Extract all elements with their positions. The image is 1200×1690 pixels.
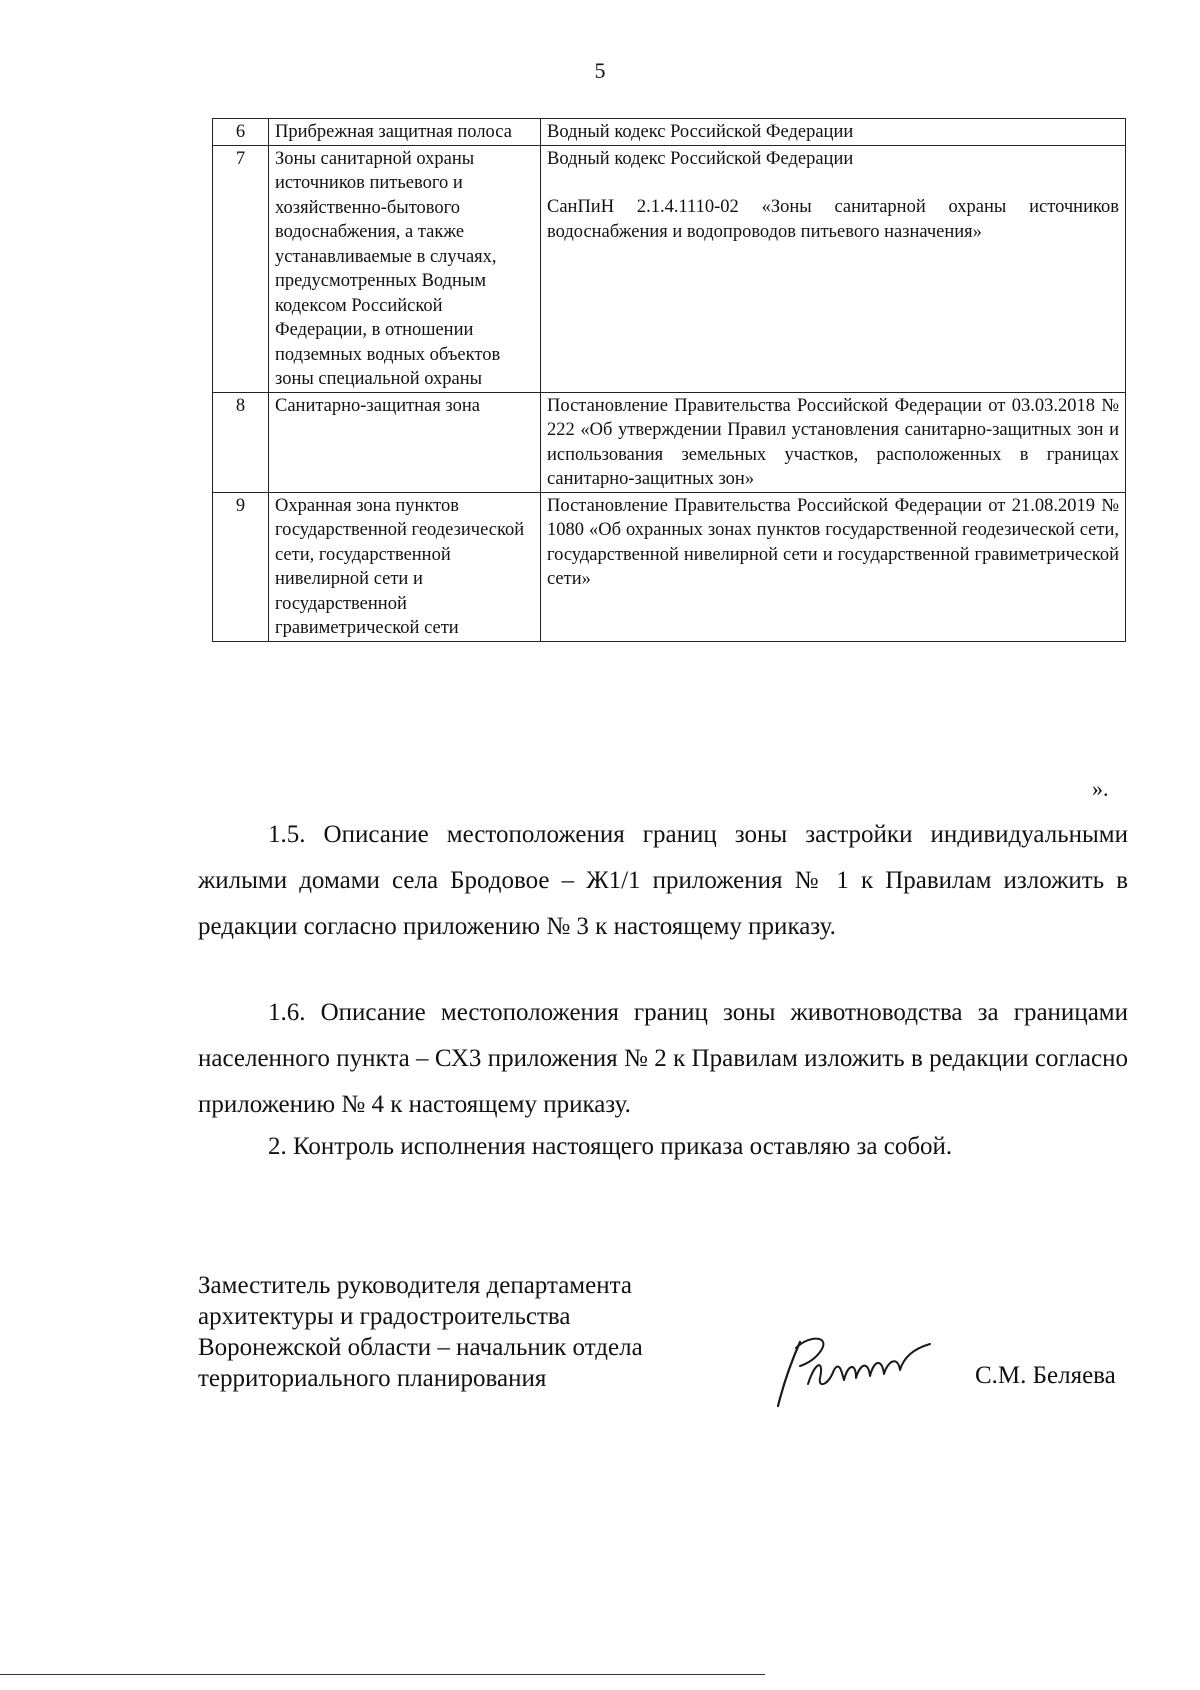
zones-table [212, 118, 1126, 642]
zone-name: Зоны санитарной охраны источников питьевого и хозяйственно-бытового водоснабжения, а также устанавливаемые в случаях, предусмотренных Водным кодексом Российской Федерации, в отношении подземных водных объектов зоны специальной охраны [269, 145, 541, 392]
paragraph-1-6: 1.6. Описание местоположения границ зоны животноводства за границами населенного пункта – СХ3 приложения № 2 к Правилам изложить в редакции согласно приложению № 4 к настоящему приказу. [198, 999, 1128, 1118]
zone-name: Санитарно-защитная зона [269, 392, 541, 492]
handwritten-signature [770, 1330, 940, 1410]
closing-quote: ». [1092, 776, 1109, 801]
zone-law [541, 392, 1126, 492]
zone-law [541, 119, 1126, 146]
table-row [213, 119, 1126, 146]
signer-name: С.М. Беляева [975, 1362, 1116, 1389]
footer-divider [0, 1674, 765, 1675]
law-text: СанПиН 2.1.4.1110-02 «Зоны санитарной охраны источников водоснабжения и водопроводов питьевого назначения» [547, 197, 1119, 242]
table-row [213, 392, 1126, 492]
signer-position [198, 1270, 643, 1394]
row-number: 6 [213, 119, 269, 146]
signer-line: территориального планирования [198, 1365, 547, 1392]
law-text: Водный кодекс Российской Федерации [547, 148, 854, 169]
paragraph-2: 2. Контроль исполнения настоящего приказа оставляю за собой. [268, 1133, 953, 1160]
law-gap [547, 171, 1119, 195]
row-number: 8 [213, 392, 269, 492]
page-number: 5 [594, 58, 606, 83]
signer-line: архитектуры и градостроительства [198, 1303, 571, 1330]
table-row [213, 145, 1126, 392]
zone-law [541, 145, 1126, 392]
zone-law [541, 492, 1126, 641]
signer-line: Заместитель руководителя департамента [198, 1272, 632, 1299]
law-text: Водный кодекс Российской Федерации [547, 122, 854, 142]
paragraph-1-5: 1.5. Описание местоположения границ зоны застройки индивидуальными жилыми домами села Бродовое – Ж1/1 приложения № 1 к Правилам изложить в редакции согласно приложению № 3 к настоящему приказу. [198, 821, 1128, 940]
zone-name: Прибрежная защитная полоса [269, 119, 541, 146]
law-text: Постановление Правительства Российской Федерации от 03.03.2018 № 222 «Об утверждении Правил установления санитарно-защитных зон и использования земельных участков, расположенных в границах санитарно-защитных зон» [547, 395, 1119, 489]
row-number: 9 [213, 492, 269, 641]
table-row [213, 492, 1126, 641]
signer-line: Воронежской области – начальник отдела [198, 1334, 643, 1361]
row-number: 7 [213, 145, 269, 392]
zone-name: Охранная зона пунктов государственной геодезической сети, государственной нивелирной сети и государственной гравиметрической сети [269, 492, 541, 641]
law-text: Постановление Правительства Российской Федерации от 21.08.2019 № 1080 «Об охранных зонах пунктов государственной геодезической сети, государственной нивелирной сети и государственной гравиметрической сети» [547, 495, 1119, 589]
